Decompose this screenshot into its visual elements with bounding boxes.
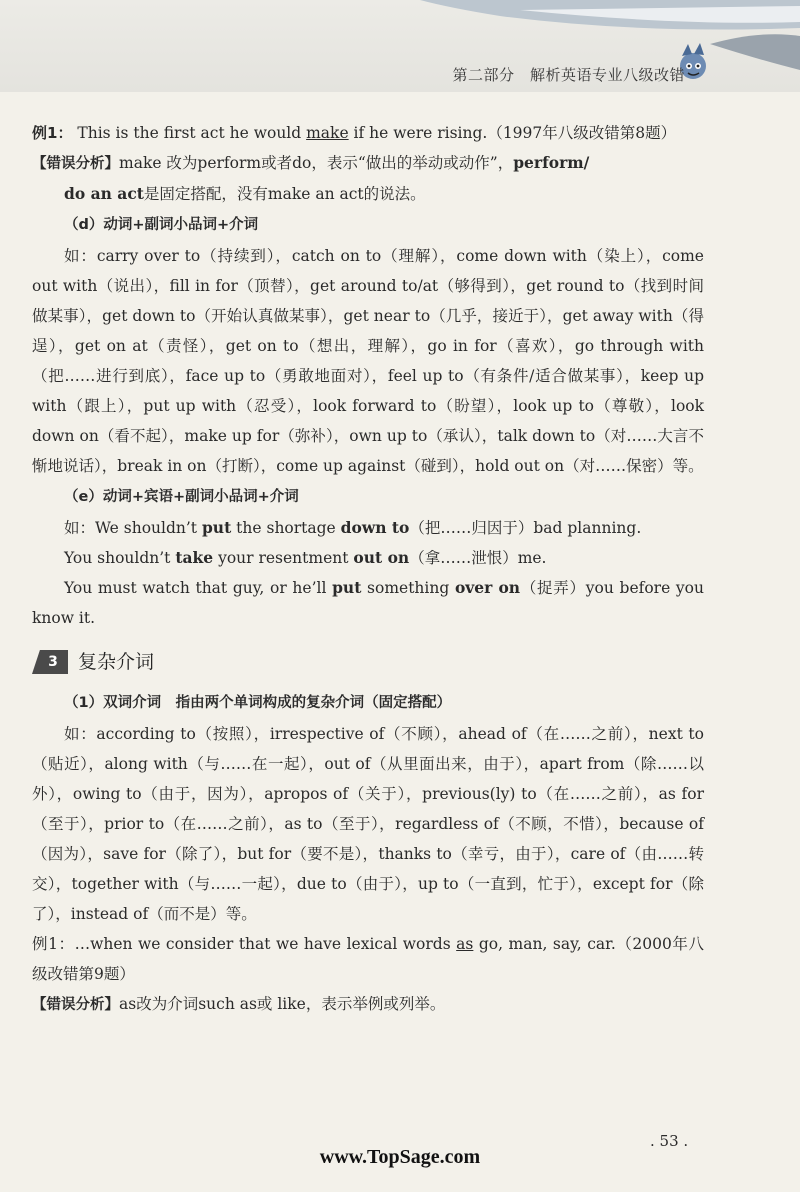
section-e-sentence-1: 如：We shouldn’t put the shortage down to（把……归因于）bad planning. (64, 518, 642, 537)
example-text-after: if he were rising.（1997年八级改错第8题） (348, 124, 677, 142)
example-label: 例1： (32, 124, 73, 142)
error-analysis-1: 【错误分析】make 改为perform或者do，表示“做出的举动或动作”，perform/ do an act是固定搭配，没有make an act的说法。 (32, 153, 590, 203)
page-number: . 53 . (650, 1132, 689, 1150)
error-analysis-2-label: 【错误分析】 (32, 997, 119, 1013)
section-3-sub-heading: （1）双词介词 指由两个单词构成的复杂介词（固定搭配） (64, 695, 452, 711)
section-number-badge: 3 (32, 650, 68, 674)
section-d-paragraph: 如：carry over to（持续到），catch on to（理解），come down with（染上），come out with（说出），fill in for（顶替），get around to/at（够得到），get round to（找到时间做某事），get down to（开始认真做某事），get near to（几乎，接近于），get away with（得逞），get on at（责怪），get on to（想出，理解），go in for（喜欢），go through with（把……进行到底），face up to（勇敢地面对），feel up to（有条件/适合做某事），keep up with（跟上），put up with（忍受），look forward to（盼望），look up to（尊敬），look down on（看不起），make up for（弥补），own up to（承认），talk down to（对……大言不惭地说话），break in on（打断），come up against（碰到），hold out on（对……保密）等。 (32, 247, 704, 475)
example-text-before: This is the first act he would (77, 124, 307, 142)
section-e-heading: （e）动词+宾语+副词小品词+介词 (64, 489, 299, 505)
page-header (0, 0, 800, 92)
section-e-sentence-2: You shouldn’t take your resentment out on（拿……泄恨）me. (64, 548, 547, 567)
example-2-underlined-word: as (456, 935, 474, 953)
footer-url: www.TopSage.com (319, 1146, 481, 1168)
error-analysis-2: 【错误分析】as改为介词such as或 like，表示举例或列举。 (32, 995, 446, 1013)
section-d-heading: （d）动词+副词小品词+介词 (64, 217, 259, 233)
example-2: 例1：…when we consider that we have lexical words as go, man, say, car.（2000年八级改错第9题） (32, 935, 704, 983)
section-3-paragraph: 如：according to（按照），irrespective of（不顾），ahead of（在……之前），next to（贴近），along with（与……在一起），out of（从里面出来，由于），apart from（除……以外），owing to（由于，因为），apropos of（关于），previous(ly) to（在……之前），as for（至于），prior to（在……之前），as to（至于），regardless of（不顾，不惜），because of（因为），save for（除了），but for（要不是），thanks to（幸亏，由于），care of（由……转交），together with（与……一起），due to（由于），up to（一直到，忙于），except for（除了），instead of（而不是）等。 (32, 725, 704, 923)
example-1 (32, 118, 704, 148)
example-2-label: 例1： (32, 935, 75, 953)
example-underlined-word: make (306, 124, 349, 142)
page-content (32, 118, 704, 1020)
error-analysis-label: 【错误分析】 (32, 156, 119, 172)
section-3-heading (32, 643, 704, 681)
header-title: 第二部分 解析英语专业八级改错 (452, 66, 685, 84)
section-3-title: 复杂介词 (78, 651, 155, 673)
section-e-sentence-3: You must watch that guy, or he’ll put something over on（捉弄）you before you know it. (32, 578, 704, 627)
